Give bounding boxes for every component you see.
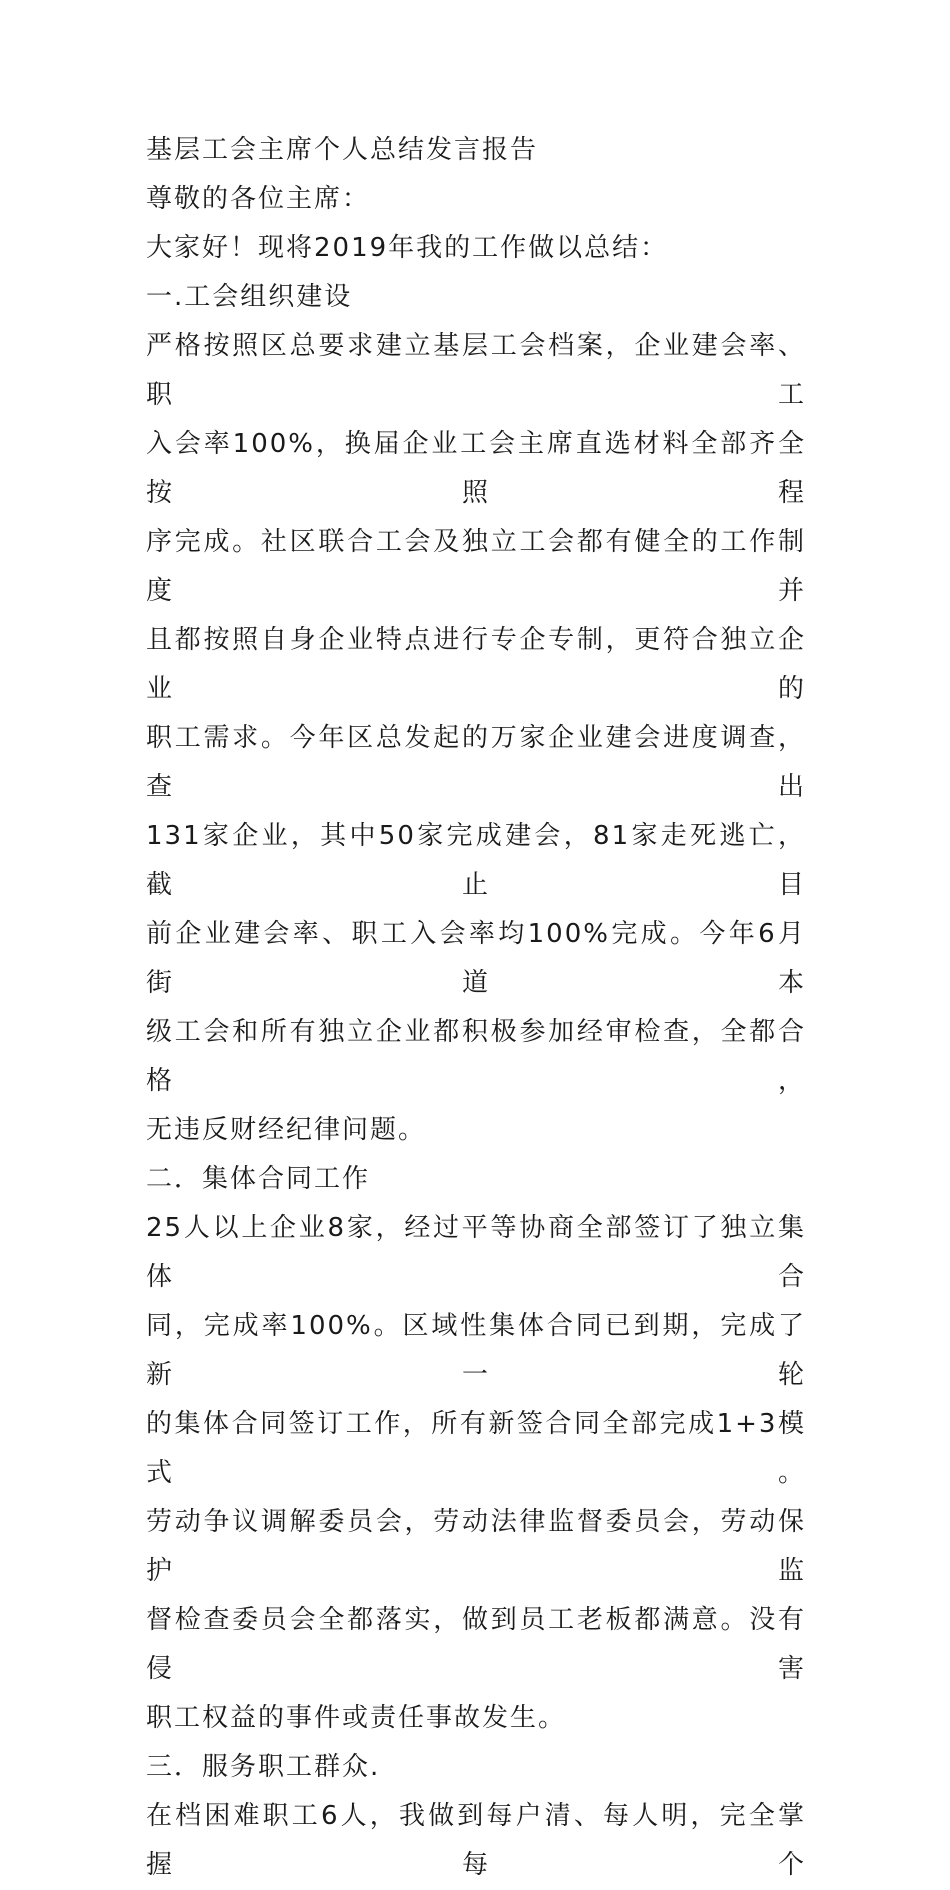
paragraph-line: 入会率100%，换届企业工会主席直选材料全部齐全按照程 [146, 429, 806, 508]
paragraph-line: 无违反财经纪律问题。 [146, 1115, 427, 1145]
paragraph-line: 劳动争议调解委员会，劳动法律监督委员会，劳动保护监 [146, 1507, 806, 1586]
paragraph-line: 在档困难职工6人，我做到每户清、每人明，完全掌握每个 [146, 1801, 806, 1880]
paragraph-line: 的集体合同签订工作，所有新签合同全部完成1+3模式。 [146, 1409, 806, 1488]
paragraph-line: 25人以上企业8家，经过平等协商全部签订了独立集体合 [146, 1213, 806, 1292]
document-title: 基层工会主席个人总结发言报告 [146, 135, 539, 165]
paragraph-line: 严格按照区总要求建立基层工会档案，企业建会率、职工 [146, 331, 806, 410]
paragraph-line: 前企业建会率、职工入会率均100%完成。今年6月街道本 [146, 919, 806, 998]
paragraph-line: 同，完成率100%。区域性集体合同已到期，完成了新一轮 [146, 1311, 806, 1390]
paragraph-line: 且都按照自身企业特点进行专企专制，更符合独立企业的 [146, 625, 806, 704]
paragraph-line: 序完成。社区联合工会及独立工会都有健全的工作制度并 [146, 527, 806, 606]
paragraph-line: 督检查委员会全都落实，做到员工老板都满意。没有侵害 [146, 1605, 806, 1684]
document-body [146, 126, 806, 1890]
paragraph-line: 职工需求。今年区总发起的万家企业建会进度调查，查出 [146, 723, 806, 802]
paragraph-line: 职工权益的事件或责任事故发生。 [146, 1703, 567, 1733]
salutation: 尊敬的各位主席： [146, 184, 371, 214]
paragraph-line: 级工会和所有独立企业都积极参加经审检查，全都合格， [146, 1017, 806, 1096]
section-heading: 三．服务职工群众. [146, 1752, 381, 1782]
section-heading: 一.工会组织建设 [146, 282, 353, 312]
greeting: 大家好！现将2019年我的工作做以总结： [146, 233, 669, 263]
section-heading: 二．集体合同工作 [146, 1164, 371, 1194]
paragraph-line: 131家企业，其中50家完成建会，81家走死逃亡，截止目 [146, 821, 806, 900]
